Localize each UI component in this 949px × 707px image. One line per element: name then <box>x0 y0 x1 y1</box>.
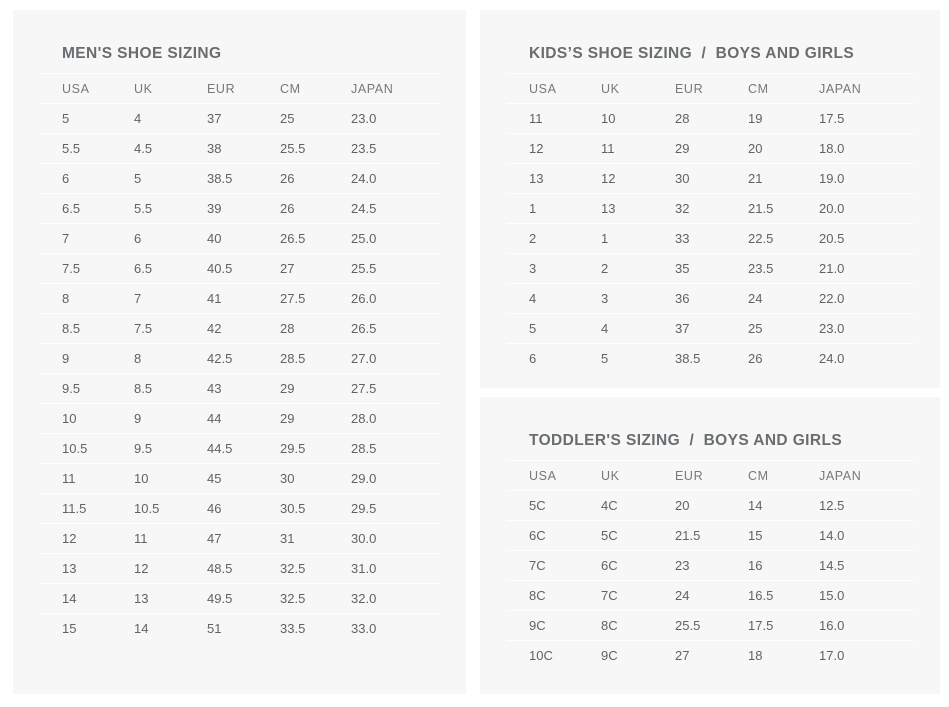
table-cell: 27 <box>280 261 295 276</box>
table-cell: 17.0 <box>819 648 845 663</box>
table-cell: 31.0 <box>351 561 377 576</box>
table-cell: 3 <box>529 261 537 276</box>
table-cell: 7.5 <box>134 321 153 336</box>
kids-sizing-table <box>507 73 913 373</box>
table-cell: 25.0 <box>351 231 377 246</box>
table-cell: 5C <box>529 498 546 513</box>
table-cell: 38.5 <box>207 171 233 186</box>
table-cell: 7 <box>134 291 142 306</box>
table-cell: 16 <box>748 558 763 573</box>
table-cell: 41 <box>207 291 222 306</box>
mens-sizing-card <box>13 10 466 694</box>
table-cell: 25.5 <box>351 261 377 276</box>
table-row <box>40 104 439 134</box>
table-row <box>40 614 439 644</box>
table-cell: 21.5 <box>748 201 774 216</box>
column-header: JAPAN <box>819 468 862 483</box>
table-cell: 33 <box>675 231 690 246</box>
table-cell: 13 <box>62 561 77 576</box>
table-row <box>40 494 439 524</box>
table-cell: 9C <box>529 618 546 633</box>
table-cell: 32.5 <box>280 561 306 576</box>
table-cell: 7 <box>62 231 70 246</box>
mens-sizing-title: MEN'S SHOE SIZING <box>62 45 222 62</box>
table-cell: 4C <box>601 498 618 513</box>
table-cell: 20.5 <box>819 231 845 246</box>
table-cell: 13 <box>134 591 149 606</box>
table-cell: 28 <box>675 111 690 126</box>
column-header: UK <box>601 81 620 96</box>
table-cell: 16.5 <box>748 588 774 603</box>
table-cell: 11 <box>529 111 543 126</box>
mens-sizing-table <box>40 73 439 643</box>
table-cell: 40.5 <box>207 261 233 276</box>
table-cell: 49.5 <box>207 591 233 606</box>
table-cell: 21 <box>748 171 763 186</box>
table-row <box>40 134 439 164</box>
table-cell: 26.5 <box>351 321 377 336</box>
table-cell: 8.5 <box>134 381 153 396</box>
table-cell: 28.5 <box>280 351 306 366</box>
table-cell: 14 <box>62 591 77 606</box>
table-cell: 8.5 <box>62 321 81 336</box>
table-cell: 24.0 <box>351 171 377 186</box>
table-cell: 28.5 <box>351 441 377 456</box>
table-cell: 1 <box>601 231 609 246</box>
table-cell: 22.0 <box>819 291 845 306</box>
table-cell: 15 <box>62 621 77 636</box>
table-cell: 4 <box>134 111 142 126</box>
table-cell: 11 <box>601 141 615 156</box>
table-cell: 14 <box>134 621 149 636</box>
table-cell: 29.5 <box>351 501 377 516</box>
column-header: UK <box>601 468 620 483</box>
table-cell: 8C <box>529 588 546 603</box>
table-cell: 11 <box>62 471 76 486</box>
table-cell: 26.0 <box>351 291 377 306</box>
table-cell: 6.5 <box>134 261 153 276</box>
table-cell: 5.5 <box>134 201 153 216</box>
table-row <box>507 344 913 374</box>
table-cell: 30.5 <box>280 501 306 516</box>
table-row <box>40 194 439 224</box>
kids-sizing-card <box>480 10 940 388</box>
table-cell: 12 <box>529 141 544 156</box>
table-cell: 18.0 <box>819 141 845 156</box>
toddlers-sizing-card <box>480 397 940 694</box>
table-row <box>507 611 913 641</box>
table-cell: 38 <box>207 141 222 156</box>
table-cell: 29 <box>675 141 690 156</box>
table-cell: 36 <box>675 291 690 306</box>
column-header: EUR <box>207 81 236 96</box>
table-cell: 26 <box>748 351 763 366</box>
table-cell: 10 <box>134 471 149 486</box>
table-row <box>507 104 913 134</box>
table-row <box>40 344 439 374</box>
table-row <box>507 521 913 551</box>
table-row <box>40 404 439 434</box>
table-row <box>40 554 439 584</box>
table-cell: 21.0 <box>819 261 845 276</box>
table-row <box>507 284 913 314</box>
table-row <box>40 584 439 614</box>
table-row <box>507 551 913 581</box>
table-cell: 16.0 <box>819 618 845 633</box>
table-cell: 11 <box>134 531 148 546</box>
table-cell: 10.5 <box>134 501 160 516</box>
table-cell: 12 <box>134 561 149 576</box>
table-cell: 26 <box>280 201 295 216</box>
table-cell: 44 <box>207 411 222 426</box>
table-cell: 31 <box>280 531 295 546</box>
table-cell: 13 <box>529 171 544 186</box>
table-row <box>40 464 439 494</box>
table-cell: 6.5 <box>62 201 81 216</box>
table-cell: 5 <box>529 321 537 336</box>
table-row <box>40 254 439 284</box>
table-cell: 14.5 <box>819 558 845 573</box>
table-row <box>40 374 439 404</box>
table-header-row <box>40 74 439 104</box>
column-header: JAPAN <box>351 81 394 96</box>
table-cell: 18 <box>748 648 763 663</box>
table-cell: 7C <box>529 558 546 573</box>
table-cell: 21.5 <box>675 528 701 543</box>
table-cell: 29 <box>280 411 295 426</box>
table-row <box>40 284 439 314</box>
table-cell: 27.5 <box>280 291 306 306</box>
table-cell: 37 <box>675 321 690 336</box>
table-cell: 48.5 <box>207 561 233 576</box>
kids-sizing-title: KIDS’S SHOE SIZING / BOYS AND GIRLS <box>529 45 855 62</box>
table-cell: 17.5 <box>819 111 845 126</box>
table-cell: 5 <box>134 171 142 186</box>
table-row <box>507 581 913 611</box>
table-cell: 22.5 <box>748 231 774 246</box>
table-header-row <box>507 74 913 104</box>
table-cell: 29.0 <box>351 471 377 486</box>
table-row <box>40 524 439 554</box>
table-cell: 33.5 <box>280 621 306 636</box>
table-cell: 4.5 <box>134 141 153 156</box>
table-cell: 29.5 <box>280 441 306 456</box>
table-cell: 9.5 <box>134 441 153 456</box>
table-row <box>507 314 913 344</box>
table-cell: 32 <box>675 201 690 216</box>
table-cell: 5C <box>601 528 618 543</box>
table-cell: 29 <box>280 381 295 396</box>
column-header: USA <box>529 468 557 483</box>
table-cell: 23 <box>675 558 690 573</box>
table-row <box>40 164 439 194</box>
table-cell: 7C <box>601 588 618 603</box>
table-row <box>507 641 913 671</box>
table-cell: 43 <box>207 381 222 396</box>
table-cell: 4 <box>529 291 537 306</box>
table-cell: 2 <box>601 261 609 276</box>
table-cell: 13 <box>601 201 616 216</box>
table-cell: 9 <box>62 351 70 366</box>
table-cell: 23.5 <box>351 141 377 156</box>
table-cell: 15.0 <box>819 588 845 603</box>
table-cell: 38.5 <box>675 351 701 366</box>
table-cell: 24 <box>748 291 763 306</box>
table-cell: 5 <box>62 111 70 126</box>
table-cell: 14 <box>748 498 763 513</box>
table-cell: 25 <box>748 321 763 336</box>
table-cell: 33.0 <box>351 621 377 636</box>
table-cell: 15 <box>748 528 763 543</box>
column-header: CM <box>748 81 769 96</box>
table-cell: 23.0 <box>351 111 377 126</box>
table-cell: 45 <box>207 471 222 486</box>
column-header: CM <box>280 81 301 96</box>
table-cell: 10 <box>601 111 616 126</box>
table-cell: 4 <box>601 321 609 336</box>
table-cell: 27.5 <box>351 381 377 396</box>
table-cell: 1 <box>529 201 537 216</box>
table-cell: 28 <box>280 321 295 336</box>
table-cell: 8 <box>134 351 142 366</box>
table-cell: 6C <box>601 558 618 573</box>
column-header: CM <box>748 468 769 483</box>
table-row <box>507 491 913 521</box>
table-cell: 28.0 <box>351 411 377 426</box>
column-header: JAPAN <box>819 81 862 96</box>
column-header: USA <box>529 81 557 96</box>
table-cell: 39 <box>207 201 222 216</box>
table-row <box>507 224 913 254</box>
table-cell: 17.5 <box>748 618 774 633</box>
table-cell: 19 <box>748 111 763 126</box>
table-row <box>40 224 439 254</box>
table-cell: 27.0 <box>351 351 377 366</box>
table-cell: 9 <box>134 411 142 426</box>
table-cell: 44.5 <box>207 441 233 456</box>
table-cell: 25 <box>280 111 295 126</box>
table-cell: 5.5 <box>62 141 81 156</box>
table-cell: 11.5 <box>62 501 87 516</box>
table-cell: 51 <box>207 621 222 636</box>
table-cell: 32.0 <box>351 591 377 606</box>
table-cell: 30 <box>675 171 690 186</box>
table-cell: 25.5 <box>280 141 306 156</box>
table-cell: 20.0 <box>819 201 845 216</box>
table-cell: 26 <box>280 171 295 186</box>
table-cell: 30.0 <box>351 531 377 546</box>
table-cell: 23.5 <box>748 261 774 276</box>
table-cell: 32.5 <box>280 591 306 606</box>
table-cell: 24 <box>675 588 690 603</box>
table-cell: 42.5 <box>207 351 233 366</box>
table-cell: 47 <box>207 531 222 546</box>
table-cell: 40 <box>207 231 222 246</box>
table-cell: 35 <box>675 261 690 276</box>
table-row <box>40 434 439 464</box>
table-cell: 14.0 <box>819 528 845 543</box>
table-row <box>507 134 913 164</box>
table-header-row <box>507 461 913 491</box>
table-cell: 10 <box>62 411 77 426</box>
table-cell: 20 <box>748 141 763 156</box>
table-row <box>40 314 439 344</box>
table-cell: 20 <box>675 498 690 513</box>
table-row <box>507 164 913 194</box>
column-header: EUR <box>675 81 704 96</box>
table-cell: 12.5 <box>819 498 845 513</box>
table-cell: 6 <box>529 351 537 366</box>
table-cell: 9C <box>601 648 618 663</box>
table-cell: 6C <box>529 528 546 543</box>
table-cell: 8 <box>62 291 70 306</box>
table-cell: 2 <box>529 231 537 246</box>
table-cell: 7.5 <box>62 261 81 276</box>
toddlers-sizing-title: TODDLER'S SIZING / BOYS AND GIRLS <box>529 432 843 449</box>
table-cell: 8C <box>601 618 618 633</box>
table-row <box>507 254 913 284</box>
table-cell: 12 <box>601 171 616 186</box>
table-cell: 25.5 <box>675 618 701 633</box>
table-cell: 23.0 <box>819 321 845 336</box>
table-cell: 10C <box>529 648 553 663</box>
table-cell: 37 <box>207 111 222 126</box>
table-cell: 6 <box>134 231 142 246</box>
table-cell: 19.0 <box>819 171 845 186</box>
table-cell: 10.5 <box>62 441 88 456</box>
table-cell: 3 <box>601 291 609 306</box>
table-cell: 27 <box>675 648 690 663</box>
table-row <box>507 194 913 224</box>
table-cell: 42 <box>207 321 222 336</box>
table-cell: 6 <box>62 171 70 186</box>
table-cell: 5 <box>601 351 609 366</box>
table-cell: 12 <box>62 531 77 546</box>
column-header: EUR <box>675 468 704 483</box>
column-header: USA <box>62 81 90 96</box>
table-cell: 30 <box>280 471 295 486</box>
column-header: UK <box>134 81 153 96</box>
table-cell: 9.5 <box>62 381 81 396</box>
table-cell: 26.5 <box>280 231 306 246</box>
table-cell: 24.5 <box>351 201 377 216</box>
table-cell: 46 <box>207 501 222 516</box>
table-cell: 24.0 <box>819 351 845 366</box>
toddlers-sizing-table <box>507 460 913 670</box>
